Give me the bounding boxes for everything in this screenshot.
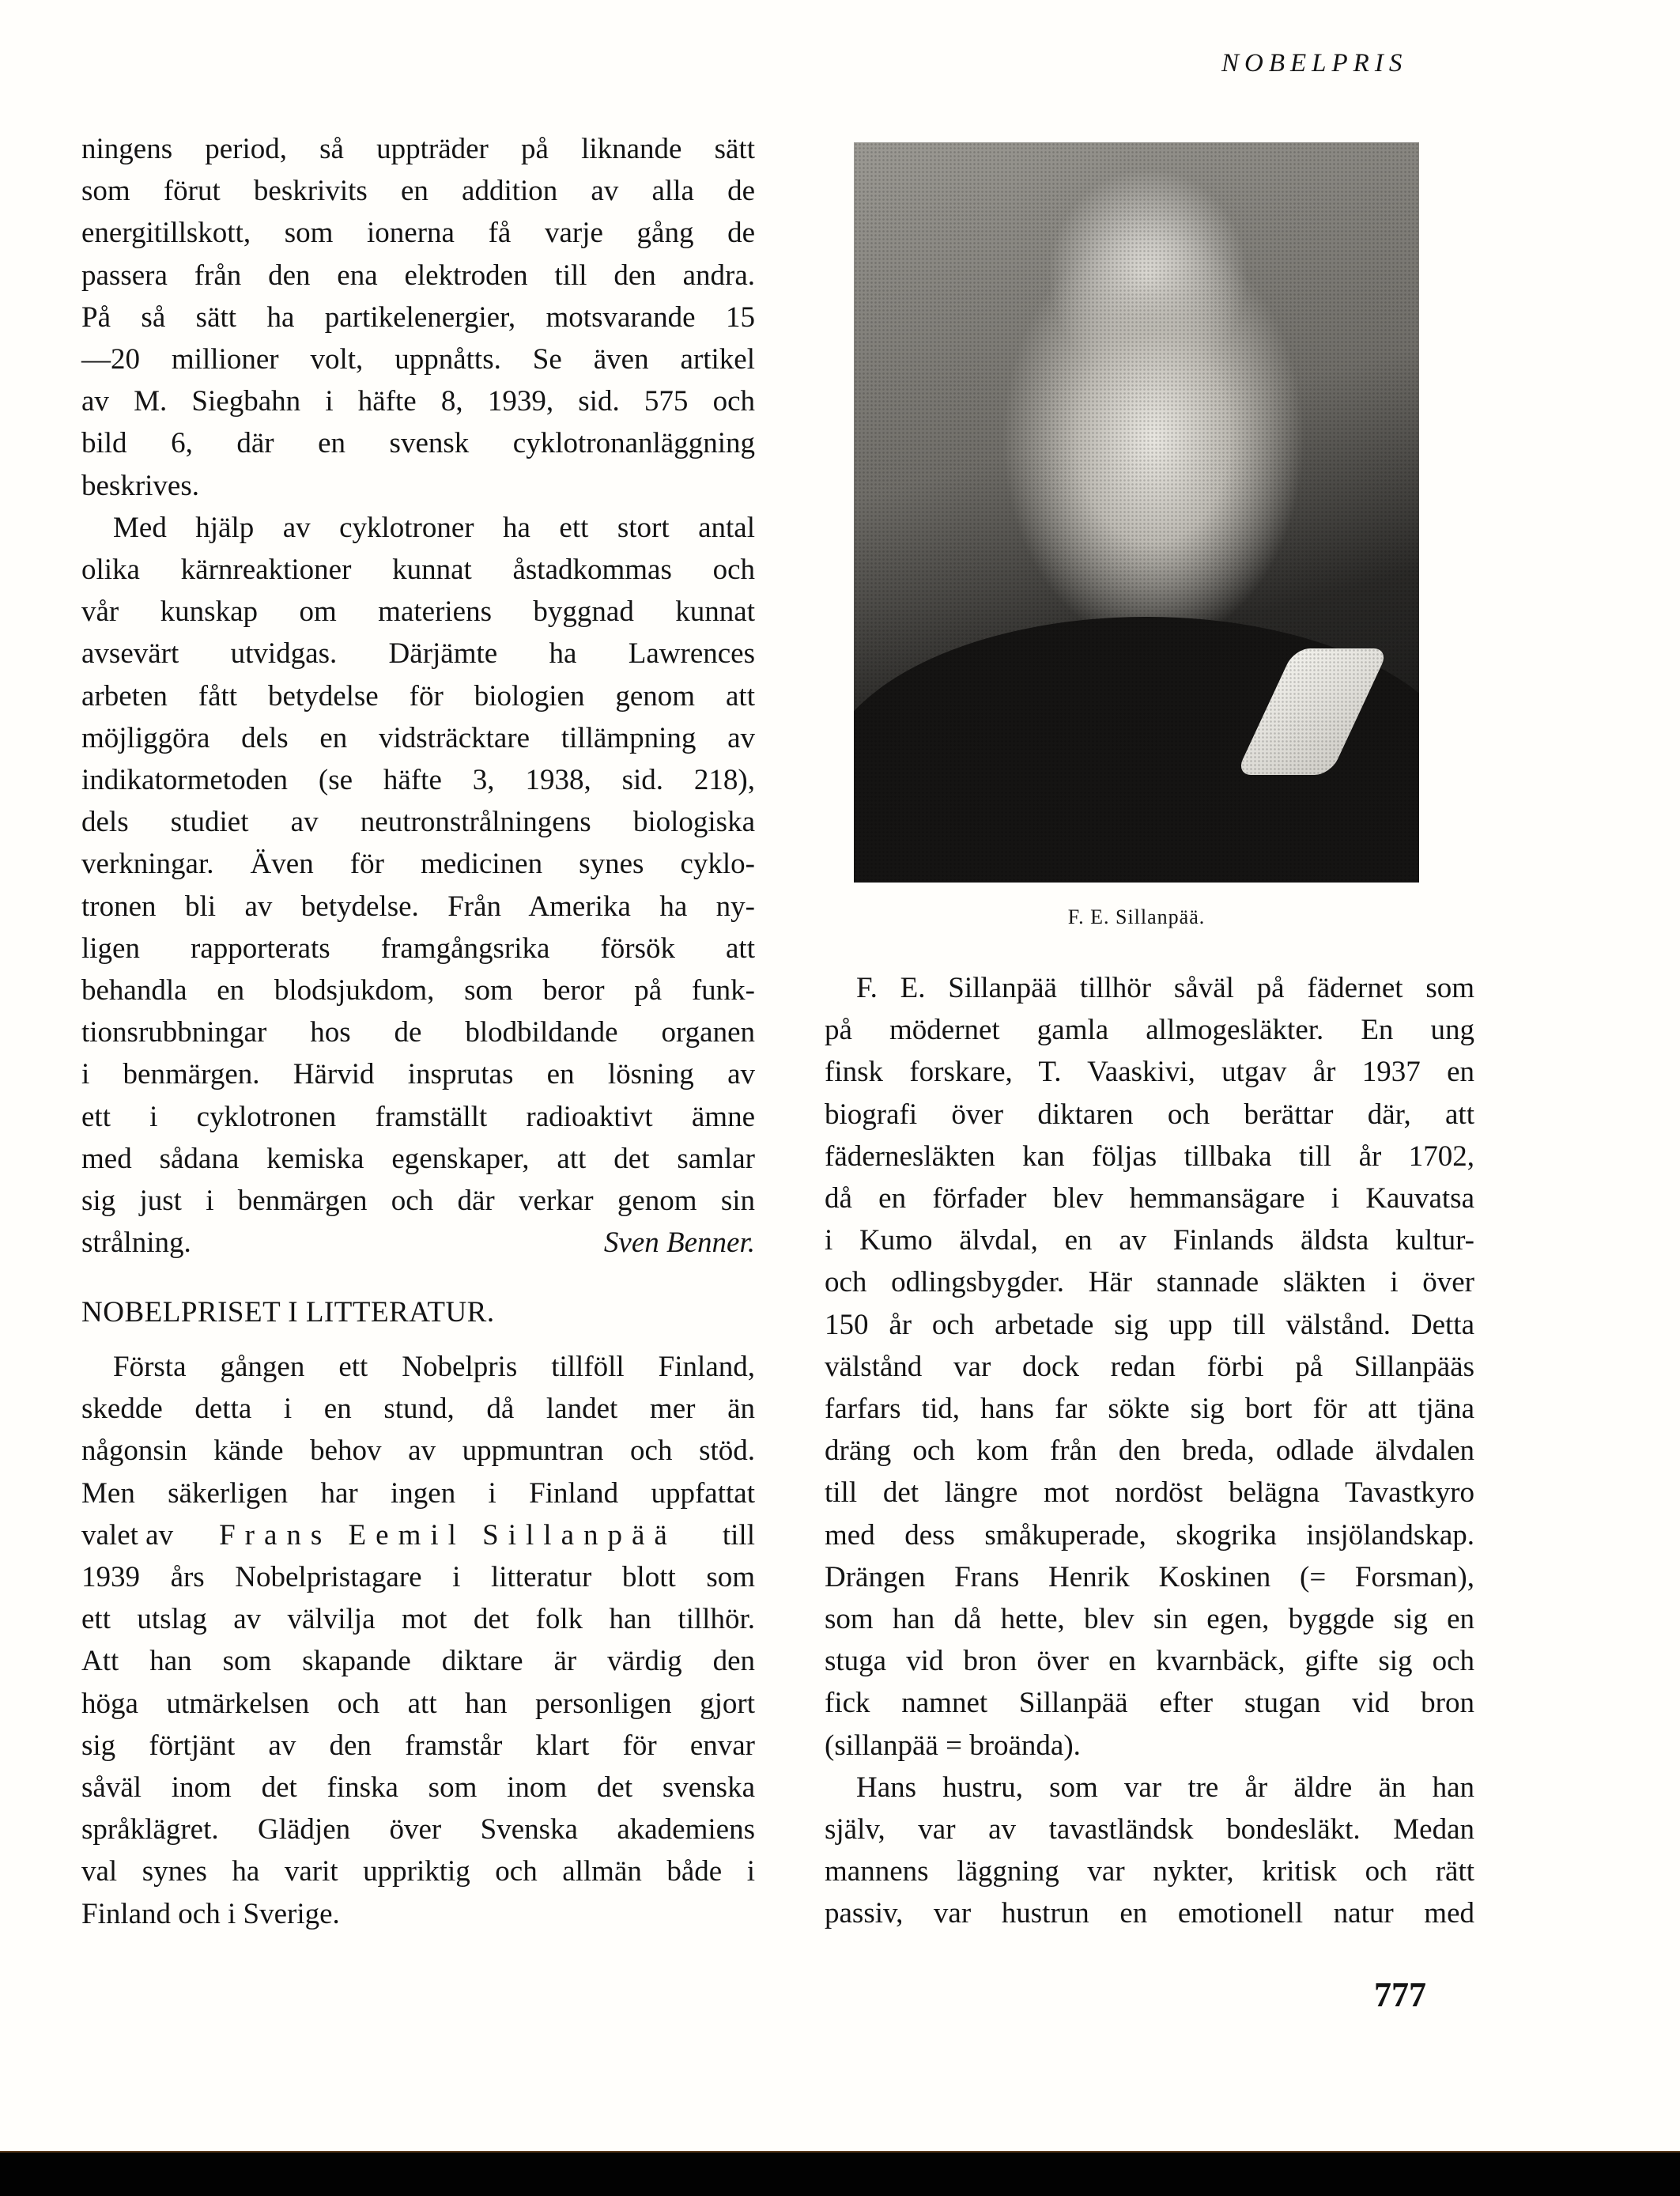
text-line: bild 6, där en svensk cyklotronanläggning [81,427,755,460]
text-line: indikatormetoden (se häfte 3, 1938, sid. 218), [81,764,755,797]
text-line: ett i cyklotronen framställt radioaktivt ämne [81,1100,755,1133]
literature-paragraph-1 [81,1346,755,1935]
text-line: ett utslag av välvilja mot det folk han tillhör. [81,1603,755,1636]
text-line: arbeten fått betydelse för biologien genom att [81,679,755,712]
text-fragment: till [722,1518,755,1552]
text-line: På så sätt ha partikelenergier, motsvarande 15 [81,300,755,334]
biography-paragraph-1 [825,967,1474,1767]
left-column [81,128,755,1264]
text-line: sig förtjänt av den framstår klart för envar [81,1729,755,1762]
author-signature: Sven Benner. [603,1227,755,1260]
photo-caption: F. E. Sillanpää. [1067,905,1206,928]
text-line: dräng och kom från den breda, odlade älvdalen [825,1434,1474,1468]
text-line: passera från den ena elektroden till den andra. [81,259,755,292]
text-line: fick namnet Sillanpää efter stugan vid bron [825,1687,1474,1720]
page-number: 777 [1374,1975,1426,2014]
biography-paragraph-2 [825,1767,1474,1935]
text-line: mannens läggning var nykter, kritisk och rätt [825,1855,1474,1888]
text-line: (sillanpää = broända). [825,1729,1081,1762]
text-line: tionsrubbningar hos de blodbildande organen [81,1016,755,1049]
text-line: beskrives. [81,469,199,502]
text-line: som förut beskrivits en addition av alla de [81,175,755,208]
text-line: med sådana kemiska egenskaper, att det samlar [81,1142,755,1175]
text-line: språklägret. Glädjen över Svenska akademiens [81,1813,755,1846]
scan-bottom-border [0,2151,1680,2196]
text-line: 150 år och arbetade sig upp till välstånd. Detta [825,1308,1474,1341]
text-line: passiv, var hustrun en emotionell natur med [825,1897,1474,1930]
text-line: Första gången ett Nobelpris tillföll Finland, [113,1351,755,1383]
text-line: sig just i benmärgen och där verkar genom sin [81,1185,755,1218]
text-line: dels studiet av neutronstrålningens biologiska [81,806,755,839]
text-line: Drängen Frans Henrik Koskinen (= Forsman), [825,1560,1474,1593]
text-line: val synes ha varit uppriktig och allmän både i [81,1855,755,1888]
text-line: finsk forskare, T. Vaaskivi, utgav år 1937 en [825,1056,1474,1089]
text-line: höga utmärkelsen och att han personligen gjort [81,1687,755,1720]
name-line [81,1514,755,1556]
text-line: såväl inom det finska som inom det svenska [81,1771,755,1805]
section-heading: NOBELPRISET I LITTERATUR. [81,1296,495,1329]
text-fragment: valet av [81,1518,174,1552]
text-line: med dess småkuperade, skogrika insjölandskap. [825,1518,1474,1552]
text-line: själv, var av tavastländsk bondesläkt. Medan [825,1813,1474,1846]
text-line: energitillskott, som ionerna få varje gång de [81,217,755,250]
text-line: olika kärnreaktioner kunnat åstadkommas och [81,554,755,587]
signoff-line [81,1222,755,1264]
text-line: på mödernet gamla allmogesläkter. En ung [825,1014,1474,1047]
text-line: vår kunskap om materiens byggnad kunnat [81,595,755,629]
text-line: någonsin kände behov av uppmuntran och stöd. [81,1434,755,1468]
text-line: som han då hette, blev sin egen, byggde sig en [825,1603,1474,1636]
text-line: tronen bli av betydelse. Från Amerika ha ny- [81,890,755,923]
text-line: behandla en blodsjukdom, som beror på funk- [81,974,755,1007]
text-line: i benmärgen. Härvid insprutas en lösning av [81,1058,755,1091]
text-line: 1939 års Nobelpristagare i litteratur blott som [81,1561,755,1594]
text-line: i Kumo älvdal, en av Finlands äldsta kultur- [825,1224,1474,1257]
text-line: ligen rapporterats framgångsrika försök att [81,932,755,965]
text-line: skedde detta i en stund, då landet mer än [81,1393,755,1426]
text-line: till det längre mot nordöst belägna Tavastkyro [825,1476,1474,1510]
text-line: Att han som skapande diktare är värdig den [81,1645,755,1678]
physics-paragraph-1 [81,128,755,507]
right-column [825,967,1474,1935]
text-line: avsevärt utvidgas. Därjämte ha Lawrences [81,637,755,671]
text-line: av M. Siegbahn i häfte 8, 1939, sid. 575 och [81,385,755,418]
portrait-photo [854,142,1419,883]
text-line: F. E. Sillanpää tillhör såväl på fädernet som [856,972,1474,1004]
text-line: möjliggöra dels en vidsträcktare tillämpning av [81,721,755,754]
text-line: stuga vid bron över en kvarnbäck, gifte sig och [825,1645,1474,1678]
laureate-name: Frans Eemil Sillanpää [219,1518,677,1552]
text-line: fädernesläkten kan följas tillbaka till år 1702, [825,1140,1474,1173]
text-line: då en förfader blev hemmansägare i Kauvatsa [825,1182,1474,1215]
text-line: biografi över diktaren och berättar där, att [825,1098,1474,1131]
text-line: ningens period, så uppträder på liknande sätt [81,133,755,165]
text-line: välstånd var dock redan förbi på Sillanpääs [825,1350,1474,1383]
text-line: Med hjälp av cyklotroner ha ett stort antal [113,511,755,544]
text-line: Men säkerligen har ingen i Finland uppfattat [81,1476,755,1510]
physics-paragraph-2 [81,507,755,1264]
text-line: —20 millioner volt, uppnåtts. Se även artikel [81,343,755,376]
text-line: strålning. [81,1227,191,1260]
running-head: NOBELPRIS [1221,49,1408,77]
text-line: farfars tid, hans far sökte sig bort för att tjäna [825,1393,1474,1426]
text-line: Finland och i Sverige. [81,1897,340,1930]
text-line: Hans hustru, som var tre år äldre än han [856,1771,1474,1804]
text-line: och odlingsbygder. Här stannade släkten i över [825,1266,1474,1299]
literature-column-left [81,1346,755,1935]
photo-halftone-overlay [854,142,1419,883]
text-line: verkningar. Även för medicinen synes cyklo- [81,848,755,881]
